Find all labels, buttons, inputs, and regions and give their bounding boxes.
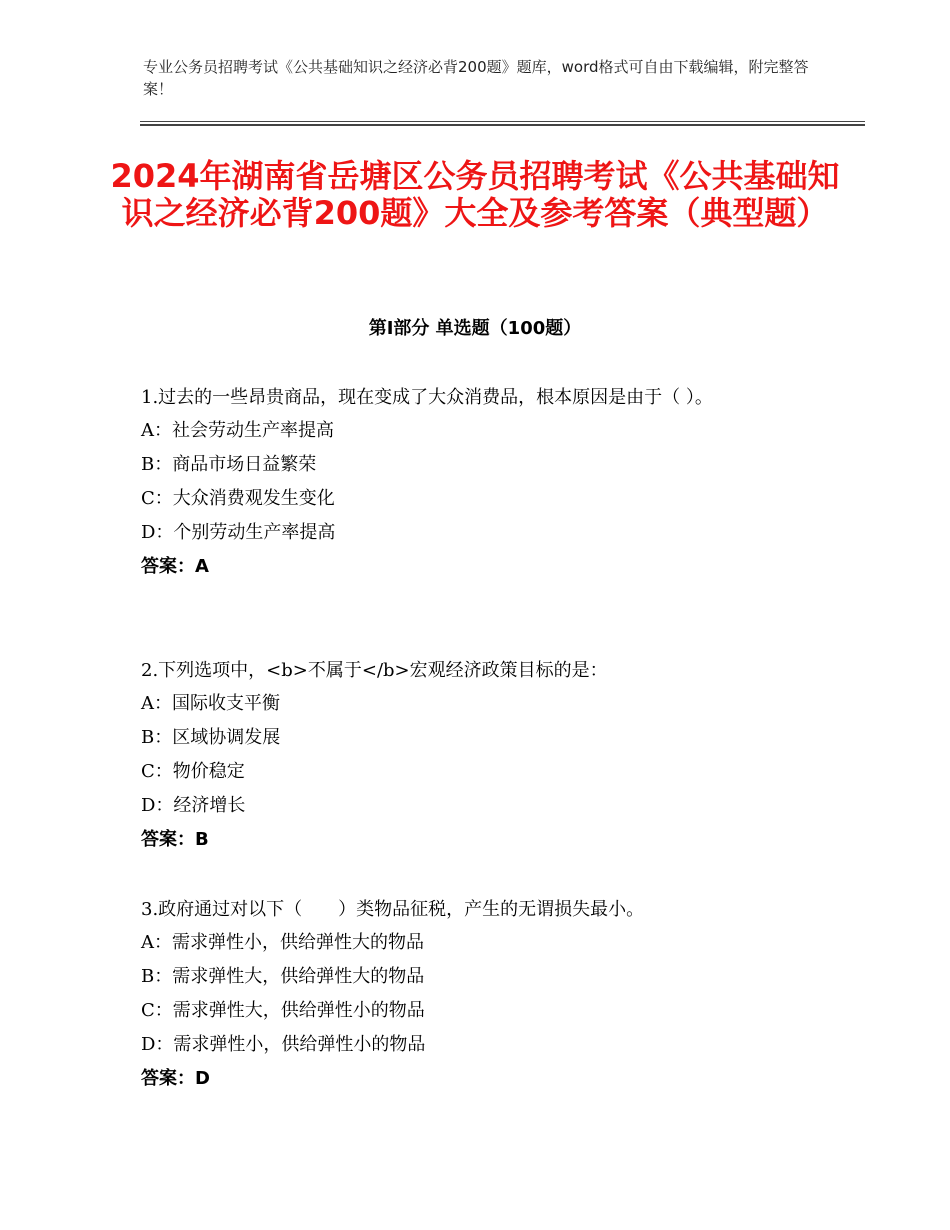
answer: 答案：A [141, 556, 209, 577]
option-b: B：需求弹性大，供给弹性大的物品 [141, 966, 425, 987]
question-stem: 2.下列选项中，<b>不属于</b>宏观经济政策目标的是： [141, 660, 608, 681]
question-3 [141, 895, 811, 1096]
section-title: 第Ⅰ部分 单选题（100题） [368, 318, 582, 339]
answer: 答案：B [141, 829, 209, 850]
option-a: A：需求弹性小，供给弹性大的物品 [141, 932, 424, 953]
option-b: B：区域协调发展 [141, 727, 281, 748]
question-1 [141, 383, 811, 584]
option-c: C：物价稳定 [141, 761, 245, 782]
question-stem: 3.政府通过对以下（ ）类物品征税，产生的无谓损失最小。 [141, 899, 645, 920]
header-divider-thick [140, 124, 865, 126]
option-d: D：个别劳动生产率提高 [141, 522, 336, 543]
header-divider [140, 121, 865, 122]
answer: 答案：D [141, 1068, 210, 1089]
question-stem: 1.过去的一些昂贵商品，现在变成了大众消费品，根本原因是由于（ ）。 [141, 387, 713, 408]
option-a: A：国际收支平衡 [141, 693, 280, 714]
option-c: C：需求弹性大，供给弹性小的物品 [141, 1000, 425, 1021]
option-a: A：社会劳动生产率提高 [141, 420, 334, 441]
option-d: D：经济增长 [141, 795, 246, 816]
option-b: B：商品市场日益繁荣 [141, 454, 317, 475]
option-c: C：大众消费观发生变化 [141, 488, 335, 509]
question-2 [141, 656, 811, 857]
document-title: 2024年湖南省岳塘区公务员招聘考试《公共基础知识之经济必背200题》大全及参考答案（典型题） [110, 157, 840, 232]
header-note: 专业公务员招聘考试《公共基础知识之经济必背200题》题库，word格式可自由下载编辑，附完整答案！ [143, 58, 809, 98]
option-d: D：需求弹性小，供给弹性小的物品 [141, 1034, 426, 1055]
